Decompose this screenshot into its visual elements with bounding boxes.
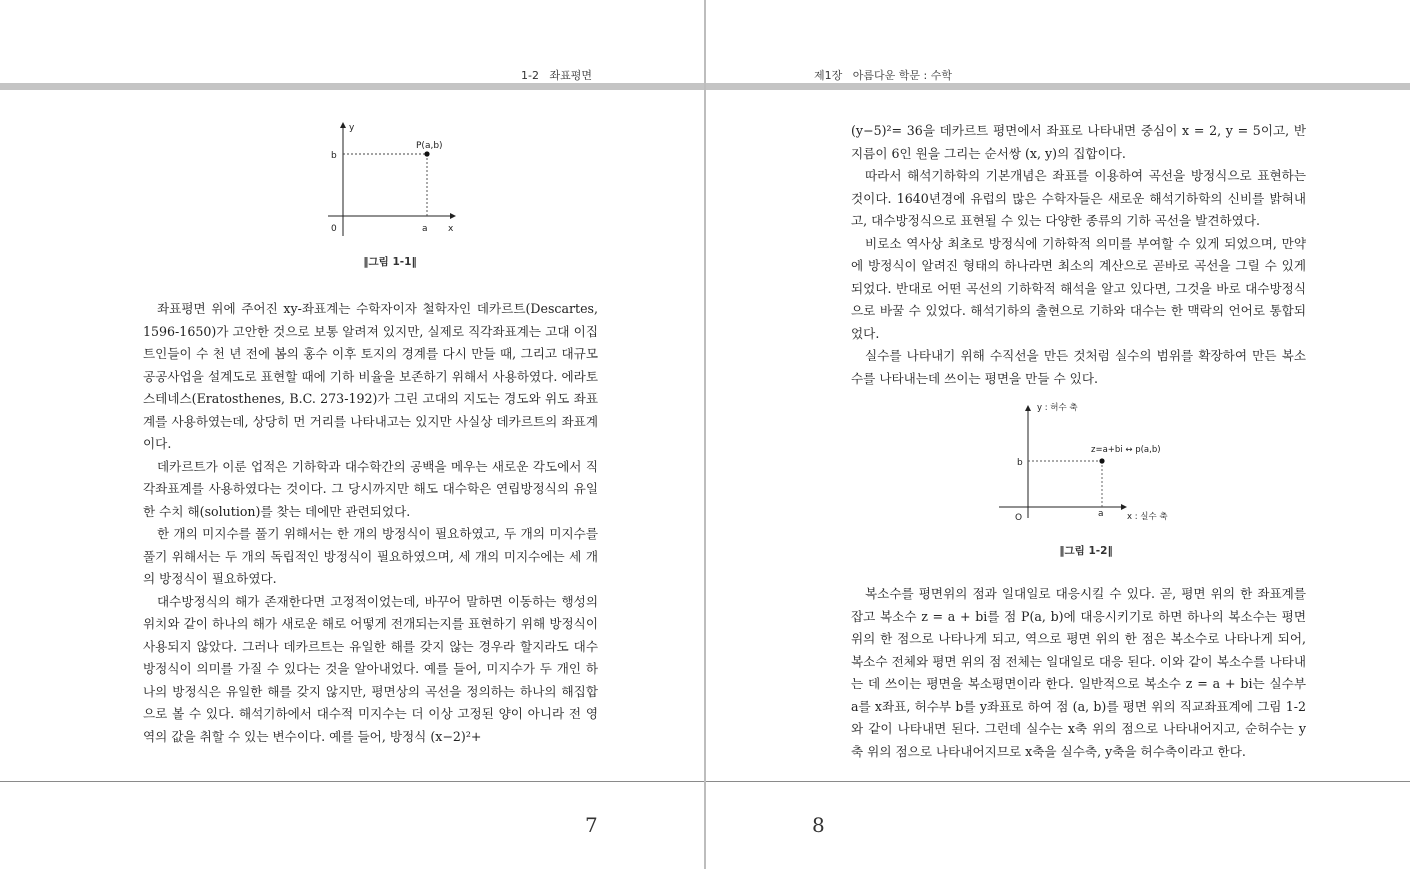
left-page-number: 7 bbox=[585, 813, 598, 837]
fig2-point-label: z=a+bi ↔ p(a,b) bbox=[1091, 445, 1161, 455]
left-body-text bbox=[143, 298, 598, 748]
fig2-point bbox=[1099, 458, 1104, 463]
fig2-origin-label: O bbox=[1015, 513, 1023, 523]
left-running-head: 1-2 좌표평면 bbox=[521, 69, 592, 82]
figure-1-2 bbox=[991, 398, 1191, 528]
left-paragraph: 데카르트가 이룬 업적은 기하학과 대수학간의 공백을 메우는 새로운 각도에서 직각좌표계를 사용하였다는 것이다. 그 당시까지만 해도 대수학은 연립방정식의 유일한 수치 해(solution)를 찾는 데에만 관련되었다. bbox=[143, 458, 598, 519]
left-header-rule bbox=[0, 83, 704, 90]
right-page-number: 8 bbox=[812, 813, 825, 837]
fig1-y-label: y bbox=[349, 123, 355, 133]
left-page bbox=[0, 0, 704, 869]
right-running-head: 제1장 아름다운 학문 : 수학 bbox=[814, 69, 952, 82]
right-body-text-top bbox=[851, 120, 1306, 390]
fig2-tick-b-label: b bbox=[1017, 458, 1023, 468]
left-paragraph: 대수방정식의 해가 존재한다면 고정적이었는데, 바꾸어 말하면 이동하는 행성의 위치와 같이 하나의 해가 새로운 해로 어떻게 전개되는지를 표현하기 위해 방정식이 사용되지 않았다. 그러나 데카르트는 유일한 해를 갖지 않는 경우라 할지라도 대수방정식이 의미를 가질 수 있다는 것을 알아내었다. 예를 들어, 미지수가 두 개인 하나의 방정식은 유일한 해를 갖지 않지만, 평면상의 곡선을 정의하는 하나의 해집합으로 볼 수 있다. 해석기하에서 대수적 미지수는 더 이상 고정된 양이 아니라 전 영역의 값을 취할 수 있는 변수이다. 예를 들어, 방정식 (x−2)²+ bbox=[143, 593, 598, 744]
fig2-y-label: y : 허수 축 bbox=[1037, 403, 1078, 413]
left-footer-rule bbox=[0, 781, 704, 782]
fig1-point bbox=[424, 151, 429, 156]
right-paragraph: 비로소 역사상 최초로 방정식에 기하학적 의미를 부여할 수 있게 되었으며, 만약에 방정식이 알려진 형태의 하나라면 최소의 계산으로 곧바로 곡선을 그릴 수 있게 되었다. 반대로 어떤 곡선의 기하학적 해석을 알고 있다면, 그것을 바로 대수방정식으로 바꿀 수 있었다. 해석기하의 출현으로 기하와 대수는 한 맥락의 언어로 통합되었다. bbox=[851, 235, 1306, 341]
fig1-x-label: x bbox=[448, 224, 454, 234]
right-footer-rule bbox=[706, 781, 1410, 782]
right-paragraph: 실수를 나타내기 위해 수직선을 만든 것처럼 실수의 범위를 확장하여 만든 복소수를 나타내는데 쓰이는 평면을 만들 수 있다. bbox=[851, 348, 1306, 386]
fig2-x-label: x : 실수 축 bbox=[1127, 512, 1168, 522]
right-paragraph: 복소수를 평면위의 점과 일대일로 대응시킬 수 있다. 곧, 평면 위의 한 좌표계를 잡고 복소수 z = a + bi를 점 P(a, b)에 대응시키기로 하면 하나의 복소수는 평면 위의 한 점으로 나타나게 되고, 역으로 평면 위의 한 점은 복소수로 나타나게 되어, 복소수 전체와 평면 위의 점 전체는 일대일로 대응 된다. 이와 같이 복소수를 나타내는 데 쓰이는 평면을 복소평면이라 한다. 일반적으로 복소수 z = a + bi는 실수부 a를 x좌표, 허수부 b를 y좌표로 하여 점 (a, b)를 평면 위의 직교좌표계에 그림 1-2와 같이 나타내면 된다. 그런데 실수는 x축 위의 점으로 나타내어지고, 순허수는 y 축 위의 점으로 나타내어지므로 x축을 실수축, y축을 허수축이라고 한다. bbox=[851, 586, 1306, 759]
right-paragraph: (y−5)²= 36을 데카르트 평면에서 좌표로 나타내면 중심이 x = 2, y = 5이고, 반지름이 6인 원을 그리는 순서쌍 (x, y)의 집합이다. bbox=[851, 123, 1306, 161]
fig1-tick-b-label: b bbox=[331, 151, 337, 161]
fig1-origin-label: 0 bbox=[331, 224, 337, 234]
left-paragraph: 좌표평면 위에 주어진 xy-좌표계는 수학자이자 철학자인 데카르트(Descartes, 1596-1650)가 고안한 것으로 보통 알려져 있지만, 실제로 직각좌표계는 고대 이집트인들이 수 천 년 전에 봄의 홍수 이후 토지의 경계를 다시 만들 때, 그리고 대규모 공공사업을 설계도로 표현할 때에 기하 비율을 보존하기 위해서 사용하였다. 에라토스테네스(Eratosthenes, B.C. 273-192)가 그린 고대의 지도는 경도와 위도 좌표계를 사용하였는데, 상당히 먼 거리를 나타내고는 있지만 사실상 데카르트의 좌표계이다. bbox=[143, 301, 598, 451]
figure-1-1-caption: ‖그림 1-1‖ bbox=[363, 256, 417, 268]
fig2-tick-a-label: a bbox=[1098, 509, 1104, 519]
fig1-point-label: P(a,b) bbox=[416, 141, 443, 151]
right-header-rule bbox=[706, 83, 1410, 90]
figure-1-2-caption: ‖그림 1-2‖ bbox=[1059, 545, 1113, 557]
left-paragraph: 한 개의 미지수를 풀기 위해서는 한 개의 방정식이 필요하였고, 두 개의 미지수를 풀기 위해서는 두 개의 독립적인 방정식이 필요하였으며, 세 개의 미지수에는 세 개의 방정식이 필요하였다. bbox=[143, 526, 598, 586]
figure-1-1 bbox=[320, 118, 465, 240]
fig1-tick-a-label: a bbox=[422, 224, 428, 234]
right-body-text-bottom bbox=[851, 583, 1306, 763]
right-paragraph: 따라서 해석기하학의 기본개념은 좌표를 이용하여 곡선을 방정식으로 표현하는 것이다. 1640년경에 유럽의 많은 수학자들은 새로운 해석기하학의 신비를 밝혀내고, 대수방정식으로 표현될 수 있는 다양한 종류의 기하 곡선을 발견하였다. bbox=[851, 168, 1306, 228]
right-page bbox=[706, 0, 1410, 869]
